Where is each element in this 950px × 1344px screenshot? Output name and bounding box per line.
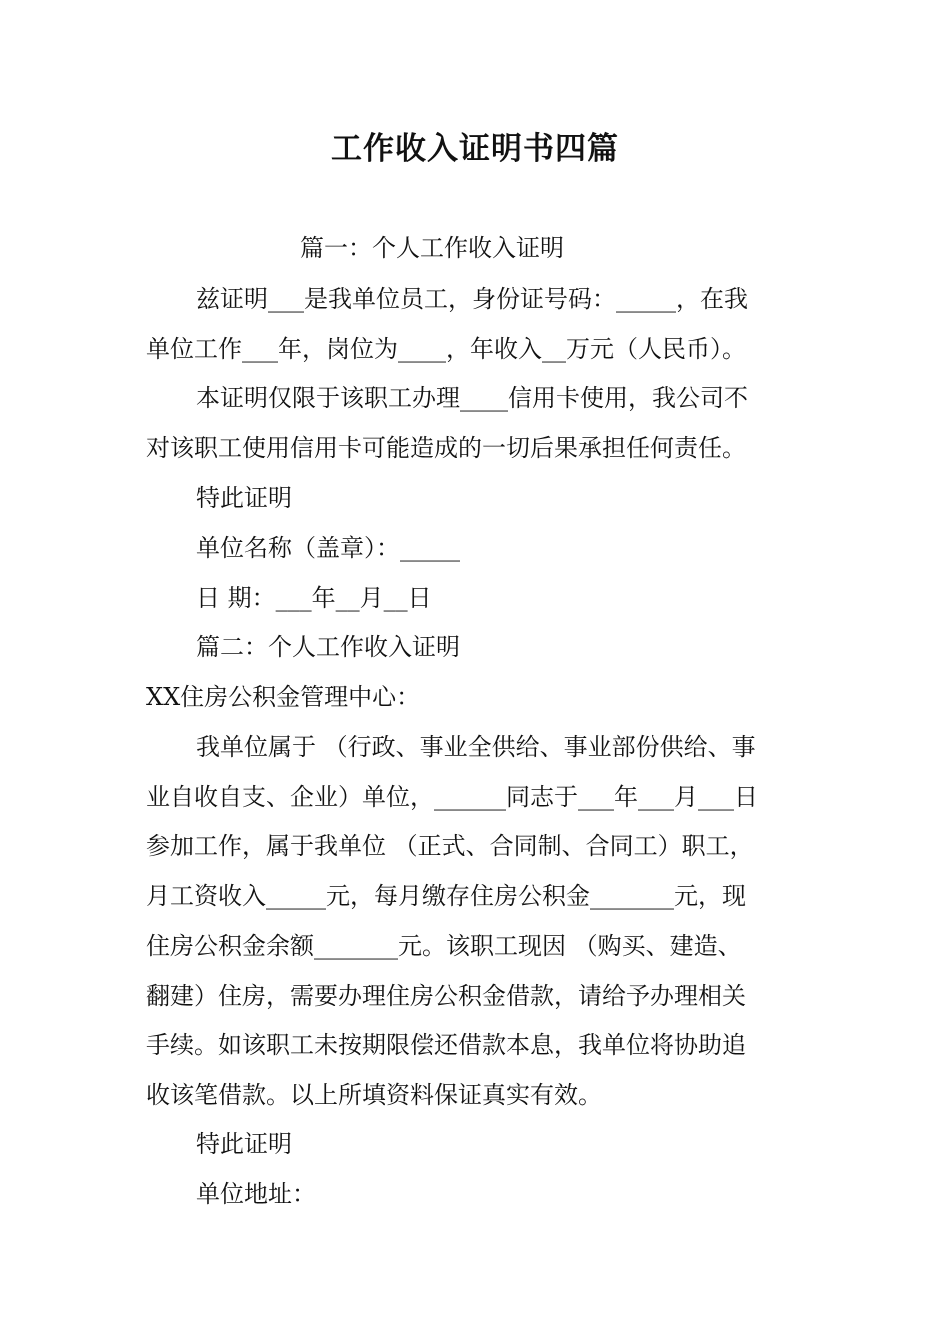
section-2-unit-address: 单位地址： [196, 1180, 316, 1208]
section-2-closing: 特此证明 [196, 1130, 292, 1158]
section-1-line: 单位工作___年，岗位为____，年收入__万元（人民币）。 [146, 335, 746, 363]
section-1-date: 日 期：___年__月__日 [196, 584, 432, 612]
section-2-line: 业自收自支、企业）单位，______同志于___年___月___日 [146, 783, 758, 811]
section-2-line: 月工资收入_____元，每月缴存住房公积金_______元，现 [146, 882, 746, 910]
section-1-line: 对该职工使用信用卡可能造成的一切后果承担任何责任。 [146, 434, 746, 462]
section-2-line: 我单位属于 （行政、事业全供给、事业部份供给、事 [196, 733, 756, 761]
section-2-heading: 篇二：个人工作收入证明 [196, 633, 460, 661]
section-2-line: 住房公积金余额_______元。该职工现因 （购买、建造、 [146, 932, 742, 960]
section-1-line: 兹证明___是我单位员工，身份证号码：_____，在我 [196, 285, 748, 313]
section-1-heading: 篇一：个人工作收入证明 [300, 234, 564, 262]
section-2-line: 翻建）住房，需要办理住房公积金借款，请给予办理相关 [146, 982, 746, 1010]
section-1-closing: 特此证明 [196, 484, 292, 512]
section-1-unit-name: 单位名称（盖章）：_____ [196, 534, 460, 562]
section-1-line: 本证明仅限于该职工办理____信用卡使用，我公司不 [196, 384, 748, 412]
document-title: 工作收入证明书四篇 [331, 131, 619, 167]
section-2-line: 参加工作，属于我单位 （正式、合同制、合同工）职工， [146, 832, 754, 860]
section-2-addressee: XX住房公积金管理中心： [146, 683, 421, 711]
section-2-line: 收该笔借款。以上所填资料保证真实有效。 [146, 1081, 602, 1109]
section-2-line: 手续。如该职工未按期限偿还借款本息，我单位将协助追 [146, 1031, 746, 1059]
